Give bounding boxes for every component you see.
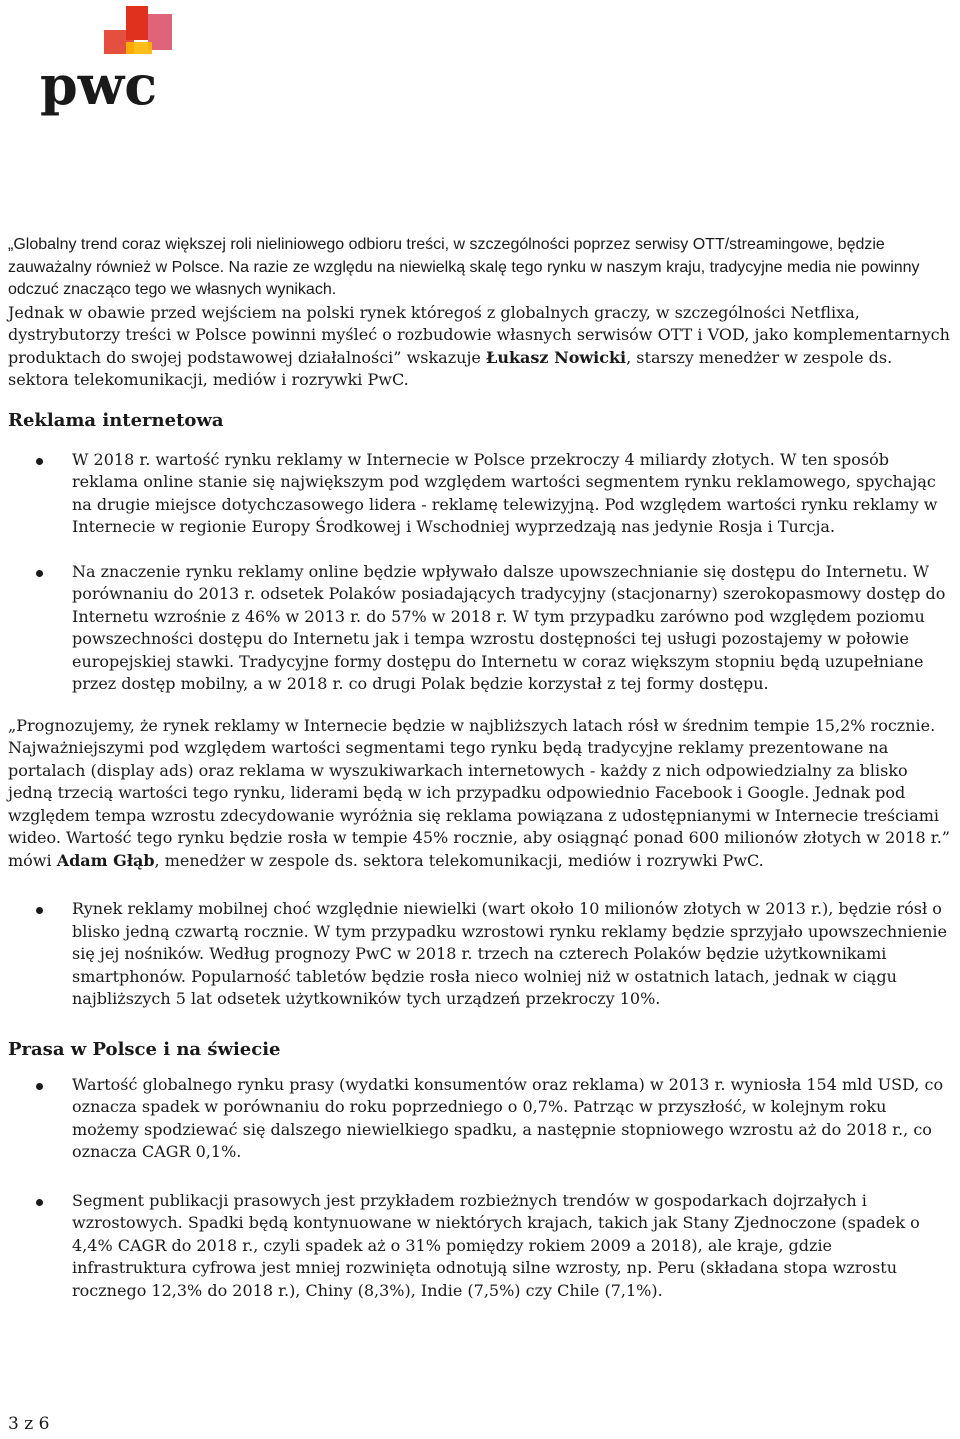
intro-quote-continued: Jednak w obawie przed wejściem na polski rynek któregoś z globalnych graczy, w szczególności Netflixa, dystrybutorzy treści w Polsce powinni myśleć o rozbudowie własnych serwisów OTT i VOD, jako komplementarnych produktach do swojej podstawowej działalności” wskazuje Łukasz Nowicki, starszy menedżer w zespole ds. sektora telekomunikacji, mediów i rozrywki PwC.: [8, 302, 950, 389]
list-item: Na znaczenie rynku reklamy online będzie wpływało dalsze upowszechnianie się dostępu do Internetu. W porównaniu do 2013 r. odsetek Polaków posiadających tradycyjny (stacjonarny) szerokopasmowy dostęp do Internetu wzrośnie z 46% w 2013 r. do 57% w 2018 r. W tym przypadku zarówno pod względem poziomu powszechności dostępu do Internetu jak i tempa wzrostu dostępności tej usługi pozostajemy w połowie europejskiej stawki. Tradycyjne formy dostępu do Internetu w coraz większym stopniu będą uzupełniane przez dostęp mobilny, a w 2018 r. co drugi Polak będzie korzystał z tej formy dostępu.: [8, 561, 950, 696]
section-heading-internet-ads: Reklama internetowa: [8, 409, 224, 431]
person-name: Łukasz Nowicki: [485, 347, 627, 367]
list-item: W 2018 r. wartość rynku reklamy w Internecie w Polsce przekroczy 4 miliardy złotych. W ten sposób reklama online stanie się największym pod względem wartości segmentem rynku reklamowego, spychając na drugie miejsce dotychczasowego lidera - reklamę telewizyjną. Pod względem wartości rynku reklamy w Internecie w regionie Europy Środkowej i Wschodniej wyprzedzają nas jedynie Rosja i Turcja.: [8, 449, 950, 539]
bullet-icon: [36, 1199, 43, 1206]
bullet-list-press: [8, 1074, 950, 1303]
list-item: Segment publikacji prasowych jest przykładem rozbieżnych trendów w gospodarkach dojrzałych i wzrostowych. Spadki będą kontynuowane w niektórych krajach, takich jak Stany Zjednoczone (spadek o 4,4% CAGR do 2018 r., czyli spadek aż o 31% pomiędzy rokiem 2009 a 2018), ale kraje, gdzie infrastruktura cyfrowa jest mniej rozwinięta odnotują silne wzrosty, np. Peru (składana stopa wzrostu rocznego 12,3% do 2018 r.), Chiny (8,3%), Indie (7,5%) czy Chile (7,1%).: [8, 1190, 950, 1303]
list-item: Wartość globalnego rynku prasy (wydatki konsumentów oraz reklama) w 2013 r. wyniosła 154 mld USD, co oznacza spadek w porównaniu do roku poprzedniego o 0,7%. Patrząc w przyszłość, w kolejnym roku możemy spodziewać się dalszego niewielkiego spadku, a następnie stopniowego wzrostu aż do 2018 r., co oznacza CAGR 0,1%.: [8, 1074, 950, 1164]
bullet-icon: [36, 458, 43, 465]
forecast-quote: „Prognozujemy, że rynek reklamy w Internecie będzie w najbliższych latach rósł w średnim tempie 15,2% rocznie. Najważniejszymi pod względem wartości segmentami tego rynku będą tradycyjne reklamy prezentowane na portalach (display ads) oraz reklama w wyszukiwarkach internetowych - każdy z nich odpowiedzialny za blisko jedną trzecią wartości tego rynku, liderami będą w ich przypadku odpowiednio Facebook i Google. Jednak pod względem tempa wzrostu zdecydowanie wyróżnia się reklama powiązana z udostępnianymi w Internecie treściami wideo. Wartość tego rynku będzie rosła w tempie 45% rocznie, aby osiągnąć ponad 600 milionów złotych w 2018 r.” mówi Adam Głąb, menedżer w zespole ds. sektora telekomunikacji, mediów i rozrywki PwC.: [8, 715, 950, 870]
bullet-icon: [36, 907, 43, 914]
section-heading-press: Prasa w Polsce i na świecie: [8, 1038, 281, 1060]
page-number: 3 z 6: [8, 1414, 50, 1434]
pwc-logo: [40, 6, 180, 118]
intro-quote: „Globalny trend coraz większej roli nieliniowego odbioru treści, w szczególności poprzez serwisy OTT/streamingowe, będzie zauważalny również w Polsce. Na razie ze względu na niewielką skalę tego rynku w naszym kraju, tradycyjne media nie powinny odczuć znacząco tego we własnych wynikach.: [8, 236, 920, 298]
bullet-icon: [36, 1083, 43, 1090]
bullet-list-internet-ads: [8, 449, 950, 696]
logo-wordmark: pwc: [40, 53, 158, 117]
bullet-list-mobile-ads: [8, 898, 950, 1011]
bullet-icon: [36, 570, 43, 577]
person-name: Adam Głąb: [56, 850, 155, 870]
list-item: Rynek reklamy mobilnej choć względnie niewielki (wart około 10 milionów złotych w 2013 r.), będzie rósł o blisko jedną czwartą rocznie. W tym przypadku wzrostowi rynku reklamy będzie sprzyjało upowszechnienie się jej nośników. Według prognozy PwC w 2018 r. trzech na czterech Polaków będzie użytkownikami smartphonów. Popularność tabletów będzie rosła nieco wolniej niż w ostatnich latach, jednak w ciągu najbliższych 5 lat odsetek użytkowników tych urządzeń przekroczy 10%.: [8, 898, 950, 1011]
document-body: [8, 234, 950, 1302]
